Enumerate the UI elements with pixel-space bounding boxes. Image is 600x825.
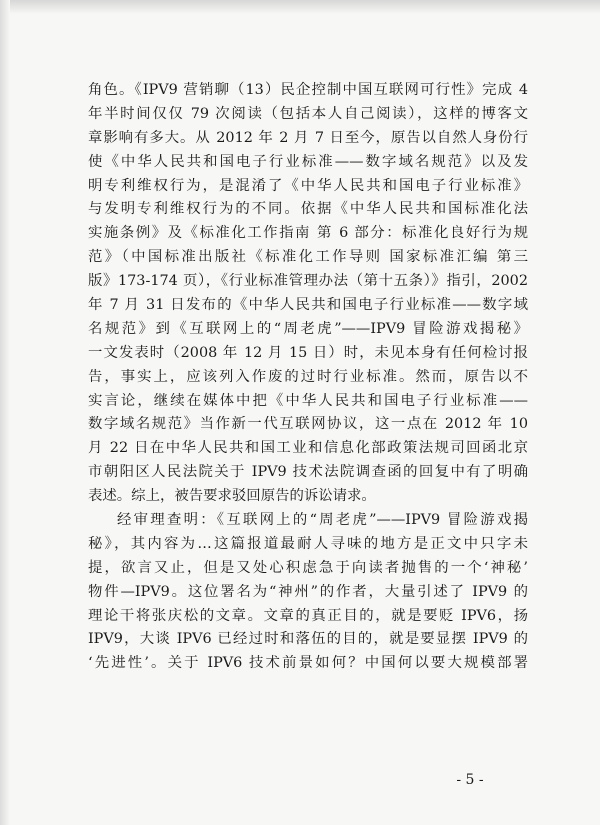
text-line: 理论干将张庆松的文章。文章的真正目的，就是要贬 IPV6，扬: [88, 607, 528, 624]
paragraph-1: [88, 79, 528, 509]
text-line: 年 7 月 31 日发布的《中华人民共和国电子行业标准——数字域: [88, 297, 528, 314]
text-line: 表述。综上，被告要求驳回原告的诉讼请求。: [88, 488, 376, 505]
text-line: 年半时间仅仅 79 次阅读（包括本人自己阅读），这样的博客文: [88, 105, 528, 122]
text-line: 实施条例》及《标准化工作指南 第 6 部分：标准化良好行为规: [88, 225, 528, 242]
text-line: 章影响有多大。从 2012 年 2 月 7 日至今，原告以自然人身份行: [88, 129, 528, 146]
text-line: 使《中华人民共和国电子行业标准——数字域名规范》以及发: [88, 153, 528, 170]
page-number: - 5 -: [456, 772, 484, 788]
text-line: 市朝阳区人民法院关于 IPV9 技术法院调查函的回复中有了明确: [88, 464, 528, 481]
text-line: 名规范》到《互联网上的“周老虎”——IPV9 冒险游戏揭秘》: [88, 320, 528, 337]
text-line: 经审理查明：《互联网上的“周老虎”——IPV9 冒险游戏揭: [117, 512, 528, 529]
document-body: [88, 79, 528, 676]
text-line: 一文发表时（2008 年 12 月 15 日）时，未见本身有任何检讨报: [88, 344, 528, 361]
text-line: 与发明专利维权行为的不同。依据《中华人民共和国标准化法: [88, 201, 528, 218]
text-line: 秘》，其内容为…这篇报道最耐人寻味的地方是正文中只字未: [88, 535, 528, 552]
scan-shadow-top: [0, 0, 600, 14]
text-line: IPV9，大谈 IPV6 已经过时和落伍的目的，就是要显摆 IPV9 的: [88, 631, 528, 648]
text-line: 提，欲言又止，但是又处心积虑急于向读者抛售的一个‘神秘’: [88, 559, 528, 576]
text-line: ‘先进性’。关于 IPV6 技术前景如何？中国何以要大规模部署: [88, 655, 528, 672]
text-line: 明专利维权行为，是混淆了《中华人民共和国电子行业标准》: [88, 177, 528, 194]
text-line: 角色。《IPV9 营销聊（13）民企控制中国互联网可行性》完成 4: [88, 82, 528, 98]
text-line: 数字域名规范》当作新一代互联网协议，这一点在 2012 年 10: [88, 416, 528, 433]
text-line: 范》（中国标准出版社《标准化工作导则 国家标准汇编 第三: [88, 249, 528, 266]
text-line: 物件—IPV9。这位署名为“神州”的作者，大量引述了 IPV9 的: [88, 583, 528, 600]
text-line: 版》173-174 页），《行业标准管理办法（第十五条）》指引，2002: [88, 273, 528, 290]
paragraph-2: [88, 509, 528, 676]
scan-shadow-left: [0, 0, 10, 825]
text-line: 实言论，继续在媒体中把《中华人民共和国电子行业标准——: [88, 392, 528, 409]
text-line: 月 22 日在中华人民共和国工业和信息化部政策法规司回函北京: [88, 440, 528, 457]
text-line: 告，事实上，应该列入作废的过时行业标准。然而，原告以不: [88, 368, 528, 385]
